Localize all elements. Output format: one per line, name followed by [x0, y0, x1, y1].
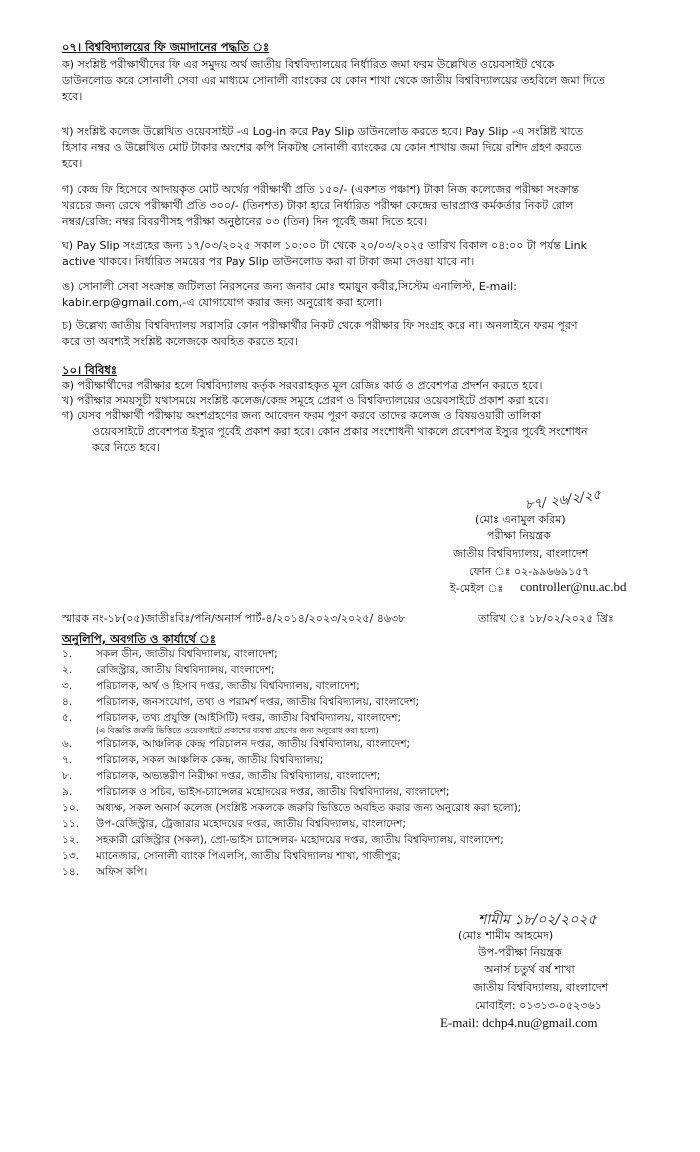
sec10-ga-line-3: করে নিতে হবে। [92, 441, 160, 454]
deputy-mobile: মোবাইল: ০১৩১৩-০৫২৩৬১ [475, 999, 602, 1012]
deputy-email[interactable]: E-mail: dchp4.nu@gmail.com [440, 1015, 598, 1030]
controller-name: (মোঃ এনামুল করিম) [475, 513, 566, 526]
sec9-kha-line-2: হিসাব নম্বর ও উল্লেখিত মোট টাকার অংশের কপি নিকটস্থ সোনালী ব্যাংকের যে কোন শাখায় জমা দিয়ে রশিদ গ্রহণ করতে [62, 141, 582, 154]
deputy-signature: শামীম ১৮/০২/২০২৫ [478, 912, 597, 928]
sec10-ka: ক) পরীক্ষার্থীদের পরীক্ষার হলে বিশ্ববিদ্যালয় কর্তৃক সরবরাহকৃত মূল রেজিঃ কার্ড ও প্রবেশপত্র প্রদর্শন করতে হবে। [62, 379, 543, 392]
sec9-ka-line-2: ডাউনলোড করে সোনালী সেবা এর মাধ্যমে সোনালী ব্যাংকের যে কোন শাখা থেকে জাতীয় বিশ্ববিদ্যালয়ের তহবিলে জমা দিতে [62, 74, 605, 87]
sec9-kha-line-3: হবে। [62, 157, 83, 170]
controller-email[interactable]: controller@nu.ac.bd [520, 579, 627, 594]
copies-list [62, 648, 521, 882]
sec9-umo-line-2: kabir.erp@gmail.com,-এ যোগাযোগ করার জন্য অনুরোধ করা হলো। [62, 296, 383, 309]
list-item: ৬. পরিচালক, আঞ্চলিক কেন্দ্র পরিচালন দপ্তর, জাতীয় বিশ্ববিদ্যালয়, বাংলাদেশ; [62, 738, 411, 750]
deputy-name: (মোঃ শামীম আহমেদ) [458, 929, 554, 942]
memo-date: তারিখ ঃ ১৮/০২/২০২৫ খ্রিঃ [478, 612, 614, 625]
section-9-title: ০৭। বিশ্ববিদ্যালয়ের ফি জমাদানের পদ্ধতি ঃ [62, 40, 270, 54]
sec9-gha-line-2: active থাকবে। নির্ধারিত সময়ের পর Pay Slip ডাউনলোড করা বা টাকা জমা দেওয়া যাবে না। [62, 255, 475, 268]
controller-org: জাতীয় বিশ্ববিদ্যালয়, বাংলাদেশ [453, 547, 589, 560]
list-item: ১০. অধ্যক্ষ, সকল অনার্স কলেজ (সংশ্লিষ্ট সকলকে জরুরি ভিত্তিতে অবহিত করার জন্য অনুরোধ করা হলো); [62, 802, 522, 814]
list-item: ১. সকল ডীন, জাতীয় বিশ্ববিদ্যালয়, বাংলাদেশ; [62, 648, 278, 660]
list-item: ১৩. ম্যানেজার, সোনালী ব্যাংক পিএলসি, জাতীয় বিশ্ববিদ্যালয় শাখা, গাজীপুর; [62, 850, 401, 862]
deputy-org: জাতীয় বিশ্ববিদ্যালয়, বাংলাদেশ [473, 981, 609, 994]
sec10-ga-line-2: ওয়েবসাইটে প্রবেশপত্র ইস্যুর পূর্বেই প্রকাশ করা হবে। কোন প্রকার সংশোধনী থাকলে প্রবেশপত্র ইস্যুর পূর্বেই সংশোধন [92, 425, 588, 438]
list-item: ৩. পরিচালক, অর্থ ও হিসাব দপ্তর, জাতীয় বিশ্ববিদ্যালয়, বাংলাদেশ; [62, 680, 360, 692]
sec9-cha-line-2: করে তা অবশ্যই সংশ্লিষ্ট কলেজকে অবহিত করতে হবে। [62, 335, 298, 348]
list-item: ২. রেজিস্ট্রার, জাতীয় বিশ্ববিদ্যালয়, বাংলাদেশ; [62, 664, 275, 676]
deputy-department: অনার্স চতুর্থ বর্ষ শাখা [484, 963, 575, 976]
controller-phone: ফোন ঃ ০২-৯৯৬৬৯১৫৭ [469, 565, 590, 578]
list-item-note: (এ বিজ্ঞপ্তি জরুরি ভিত্তিতে ওয়েবসাইটে প্রকাশের ব্যবস্থা গ্রহণের জন্য অনুরোধ করা হলো) [96, 726, 379, 735]
memo-reference: স্মারক নং-১৮(০৫)জাতীঃবিঃ/পনি/অনার্স পার্ট-৪/২০১৪/২০২৩/২০২৫/ ৪৬৩৮ [62, 612, 406, 625]
copies-title: অনুলিপি, অবগতি ও কার্যার্থে ঃ [62, 632, 216, 646]
list-item: ১২. সহকারী রেজিস্ট্রার (সকল), প্রো-ভাইস চ্যান্সেলর- মহোদয়ের দপ্তর, জাতীয় বিশ্ববিদ্যালয়, বাংলাদেশ; [62, 834, 504, 846]
list-item: ৭. পরিচালক, সকল আঞ্চলিক কেন্দ্র, জাতীয় বিশ্ববিদ্যালয়; [62, 754, 324, 766]
controller-title: পরীক্ষা নিয়ন্ত্রক [487, 529, 551, 542]
sec9-gha-line-1: ঘ) Pay Slip সংগ্রহের জন্য ১৭/০৩/২০২৫ সকাল ১০:০০ টা থেকে ২০/০৩/২০২৫ তারিখ বিকাল ০৪:০০ টা পর্যন্ত Link [62, 239, 587, 252]
sec9-ga-line-3: নম্বর/রেজি: নম্বর বিবরণীসহ পরীক্ষা অনুষ্ঠানের ০৩ (তিন) দিন পূর্বেই জমা দিতে হবে। [62, 215, 428, 228]
sec9-kha-line-1: খ) সংশ্লিষ্ট কলেজ উল্লেখিত ওয়েবসাইট -এ Log-in করে Pay Slip ডাউনলোড করতে হবে। Pay Slip -এ সংশ্লিষ্ট খাতে [62, 125, 584, 138]
sec9-ga-line-2: খরচের জন্য রেখে পরীক্ষার্থী প্রতি ৩০০/- (তিনশত) টাকা হারে নির্ধারিত পরীক্ষা কেন্দ্রের ভারপ্রাপ্ত কর্মকর্তার নিকট রোল [62, 199, 574, 212]
sec9-ka-line-1: ক) সংশ্লিষ্ট পরীক্ষার্থীদের ফি এর সমুদয় অর্থ জাতীয় বিশ্ববিদ্যালয়ের নির্ধারিত জমা ফরম উল্লেখিত ওয়েবসাইট থেকে [62, 58, 555, 71]
list-item: ১৪. অফিস কপি। [62, 866, 148, 878]
deputy-title: উপ-পরীক্ষা নিয়ন্ত্রক [478, 946, 562, 959]
list-item: ৪. পরিচালক, জনসংযোগ, তথ্য ও পরামর্শ দপ্তর, জাতীয় বিশ্ববিদ্যালয়, বাংলাদেশ; [62, 696, 420, 708]
section-10-title: ১০। বিবিধঃ [62, 363, 118, 377]
sec9-umo-line-1: ঙ) সোনালী সেবা সংক্রান্ত জটিলতা নিরসনের জন্য জনাব মোঃ হুমায়ুন কবীর,সিস্টেম এনালিস্ট, E-mail: [62, 280, 517, 293]
sec10-kha: খ) পরীক্ষার সময়সূচী যথাসময়ে সংশ্লিষ্ট কলেজ/কেন্দ্র সমূহে প্রেরণ ও বিশ্ববিদ্যালয়ের ওয়েবসাইটে প্রকাশ করা হবে। [62, 394, 549, 407]
sec9-ga-line-1: গ) কেন্দ্র ফি হিসেবে আদায়কৃত মোট অর্থের পরীক্ষার্থী প্রতি ১৫০/- (একশত পঞ্চাশ) টাকা নিজ কলেজের পরীক্ষা সংক্রান্ত [62, 183, 579, 196]
controller-email-label: ই-মেইল ঃ [450, 582, 504, 595]
list-item: ৯. পরিচালক ও সচিব, ভাইস-চ্যান্সেলর মহোদয়ের দপ্তর, জাতীয় বিশ্ববিদ্যালয়, বাংলাদেশ; [62, 786, 450, 798]
sec10-ga-line-1: গ) যেসব পরীক্ষার্থী পরীক্ষায় অংশগ্রহণের জন্য আবেদন ফরম পূরণ করবে তাদের কলেজ ও বিষয়ওয়ারী তালিকা [62, 409, 542, 422]
controller-signature: ৮৭/ ২৬/২/২৫ [524, 487, 602, 514]
list-item: ৫. পরিচালক, তথ্য প্রযুক্তি (আইসিটি) দপ্তর, জাতীয় বিশ্ববিদ্যালয়, বাংলাদেশ; [62, 712, 402, 724]
sec9-ka-line-3: হবে। [62, 90, 83, 103]
list-item: ১১. উপ-রেজিস্ট্রার, ট্রেজারার মহোদয়ের দপ্তর, জাতীয় বিশ্ববিদ্যালয়, বাংলাদেশ; [62, 818, 406, 830]
list-item: ৮. পরিচালক, অভ্যন্তরীণ নিরীক্ষা দপ্তর, জাতীয় বিশ্ববিদ্যালয়, বাংলাদেশ; [62, 770, 381, 782]
sec9-cha-line-1: চ) উল্লেখ্য জাতীয় বিশ্ববিদ্যালয় সরাসরি কোন পরীক্ষার্থীর নিকট থেকে পরীক্ষার ফি সংগ্রহ করে না। অনলাইনে ফরম পূরণ [62, 319, 578, 332]
